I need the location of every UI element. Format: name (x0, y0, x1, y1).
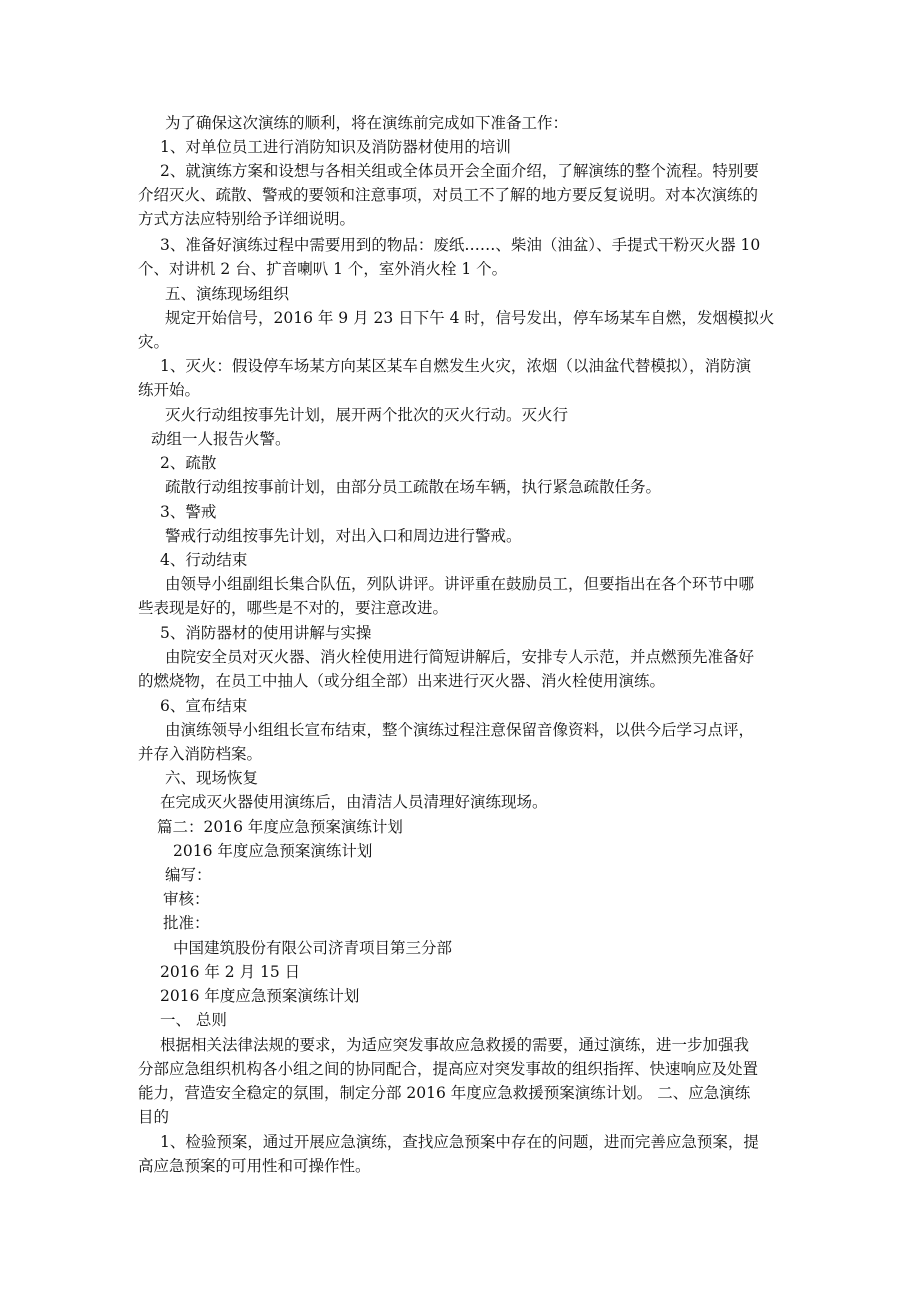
text-line: 由院安全员对灭火器、消火栓使用进行简短讲解后，安排专人示范，并点燃预先准备好 (165, 648, 755, 666)
text-line: 规定开始信号，2016 年 9 月 23 日下午 4 时，信号发出，停车场某车自燃，发烟模拟火 (165, 309, 775, 327)
text-line: 个、对讲机 2 台、扩音喇叭 1 个，室外消火栓 1 个。 (138, 260, 508, 278)
text-line: 疏散行动组按事前计划，由部分员工疏散在场车辆，执行紧急疏散任务。 (165, 478, 662, 496)
text-line: 灾。 (138, 333, 170, 351)
text-line: 方式方法应特别给予详细说明。 (138, 210, 356, 228)
text-line: 为了确保这次演练的顺利，将在演练前完成如下准备工作： (165, 114, 569, 132)
subsection-heading: 6、宣布结束 (160, 697, 248, 715)
text-line: 2、就演练方案和设想与各相关组或全体员开会全面介绍，了解演练的整个流程。特别要 (160, 162, 759, 180)
text-line: 1、检验预案，通过开展应急演练，查找应急预案中存在的问题，进而完善应急预案，提 (160, 1133, 759, 1151)
text-line: 并存入消防档案。 (138, 745, 263, 763)
document-title: 2016 年度应急预案演练计划 (160, 987, 360, 1005)
signoff-label: 审核： (163, 890, 210, 908)
section-heading: 一、 总则 (160, 1011, 227, 1029)
text-line: 介绍灭火、疏散、警戒的要领和注意事项，对员工不了解的地方要反复说明。对本次演练的 (138, 186, 759, 204)
signoff-label: 编写： (165, 866, 212, 884)
text-line: 动组一人报告火警。 (151, 430, 291, 448)
text-line: 灭火行动组按事先计划，展开两个批次的灭火行动。灭火行 (165, 406, 569, 424)
section-heading: 五、演练现场组织 (165, 285, 290, 303)
section-heading: 六、现场恢复 (165, 769, 259, 787)
article-heading: 篇二：2016 年度应急预案演练计划 (157, 818, 403, 836)
document-date: 2016 年 2 月 15 日 (160, 963, 301, 981)
text-line: 3、准备好演练过程中需要用到的物品：废纸……、柴油（油盆）、手提式干粉灭火器 10 (160, 236, 761, 254)
organization-name: 中国建筑股份有限公司济青项目第三分部 (173, 939, 453, 957)
text-line: 在完成灭火器使用演练后，由清洁人员清理好演练现场。 (160, 793, 548, 811)
subsection-heading: 3、警戒 (160, 503, 217, 521)
signoff-label: 批准： (163, 914, 210, 932)
subsection-heading: 5、消防器材的使用讲解与实操 (160, 624, 372, 642)
text-line: 能力，营造安全稳定的氛围，制定分部 2016 年度应急救援预案演练计划。 二、应急演练 (138, 1084, 751, 1102)
text-line: 些表现是好的，哪些是不对的，要注意改进。 (138, 599, 449, 617)
text-line: 根据相关法律法规的要求，为适应突发事故应急救援的需要，通过演练，进一步加强我 (160, 1036, 750, 1054)
text-line: 目的 (138, 1108, 170, 1126)
text-line: 1、对单位员工进行消防知识及消防器材使用的培训 (160, 138, 511, 156)
text-line: 1、灭火：假设停车场某方向某区某车自燃发生火灾，浓烟（以油盆代替模拟），消防演 (160, 357, 752, 375)
subsection-heading: 4、行动结束 (160, 551, 248, 569)
document-title: 2016 年度应急预案演练计划 (173, 842, 373, 860)
text-line: 警戒行动组按事先计划，对出入口和周边进行警戒。 (165, 527, 522, 545)
subsection-heading: 2、疏散 (160, 454, 217, 472)
text-line: 分部应急组织机构各小组之间的协同配合，提高应对突发事故的组织指挥、快速响应及处置 (138, 1060, 759, 1078)
text-line: 高应急预案的可用性和可操作性。 (138, 1157, 371, 1175)
text-line: 由演练领导小组组长宣布结束，整个演练过程注意保留音像资料，以供今后学习点评， (165, 721, 755, 739)
text-line: 由领导小组副组长集合队伍，列队讲评。讲评重在鼓励员工，但要指出在各个环节中哪 (165, 575, 755, 593)
text-line: 练开始。 (138, 381, 201, 399)
text-line: 的燃烧物，在员工中抽人（或分组全部）出来进行灭火器、消火栓使用演练。 (138, 672, 666, 690)
